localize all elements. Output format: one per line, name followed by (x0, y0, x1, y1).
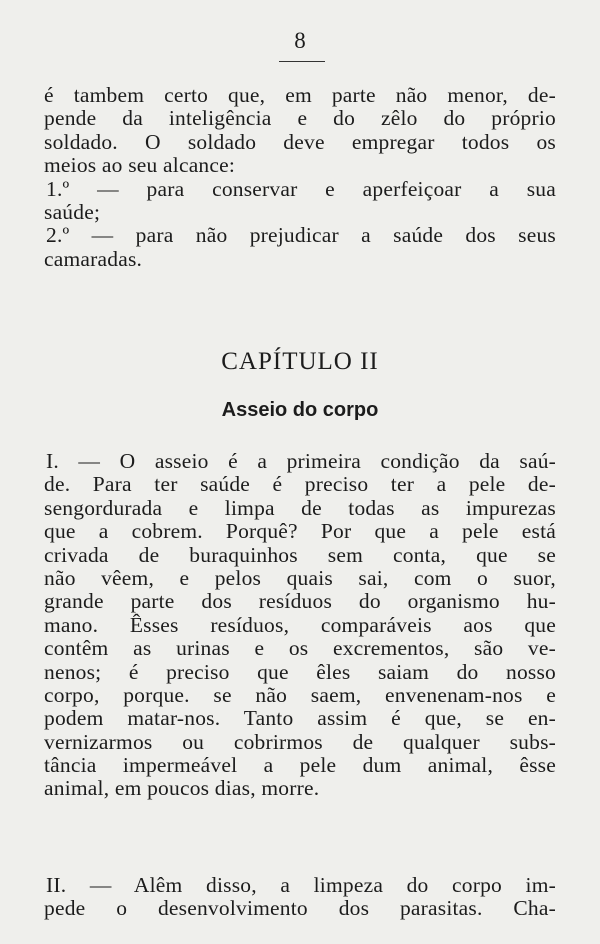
paragraph-1 (44, 450, 556, 801)
text-line: mano. Êsses resíduos, comparáveis aos que (44, 612, 556, 637)
paragraph-2 (44, 874, 556, 921)
text-line: contêm as urinas e os excrementos, são ve- (44, 636, 556, 661)
text-line: corpo, porque. se não saem, envenenam-nos e (44, 682, 556, 707)
text-line: pende da inteligência e do zêlo do próprio (44, 106, 556, 131)
text-line: sengordurada e limpa de todas as impurezas (44, 495, 556, 520)
text-line: nenos; é preciso que êles saiam do nosso (44, 659, 556, 684)
text-line: I. — O asseio é a primeira condição da saú- (46, 449, 556, 473)
intro-paragraph (44, 84, 556, 271)
text-line: podem matar-nos. Tanto assim é que, se en- (44, 706, 556, 731)
text-line: vernizarmos ou cobrirmos de qualquer subs- (44, 729, 556, 754)
text-line: tância impermeável a pele dum animal, êsse (44, 753, 556, 778)
text-line: não vêem, e pelos quais sai, com o suor, (44, 565, 556, 590)
page-number-rule (279, 61, 325, 62)
section-title: Asseio do corpo (221, 399, 379, 421)
text-line: de. Para ter saúde é preciso ter a pele de- (44, 472, 556, 497)
text-line: 1.º — para conservar e aperfeiçoar a sua (46, 176, 556, 201)
text-line: pede o desenvolvimento dos parasitas. Cha- (44, 896, 556, 921)
text-line: 2.º — para não prejudicar a saúde dos seus (46, 223, 556, 248)
text-line: animal, em poucos dias, morre. (44, 776, 320, 801)
page-number: 8 (294, 28, 306, 53)
chapter-title: CAPÍTULO II (221, 348, 379, 375)
text-line: soldado. O soldado deve empregar todos os (44, 129, 556, 154)
book-page (44, 26, 556, 926)
text-line: meios ao seu alcance: (44, 153, 236, 178)
text-line: grande parte dos resíduos do organismo hu- (44, 589, 556, 614)
text-line: saúde; (44, 199, 101, 224)
text-line: crivada de buraquinhos sem conta, que se (44, 542, 556, 567)
text-line: II. — Alêm disso, a limpeza do corpo im- (46, 873, 556, 897)
text-line: que a cobrem. Porquê? Por que a pele está (44, 519, 556, 544)
text-line: é tambem certo que, em parte não menor, de- (44, 83, 556, 107)
text-line: camaradas. (44, 246, 143, 271)
